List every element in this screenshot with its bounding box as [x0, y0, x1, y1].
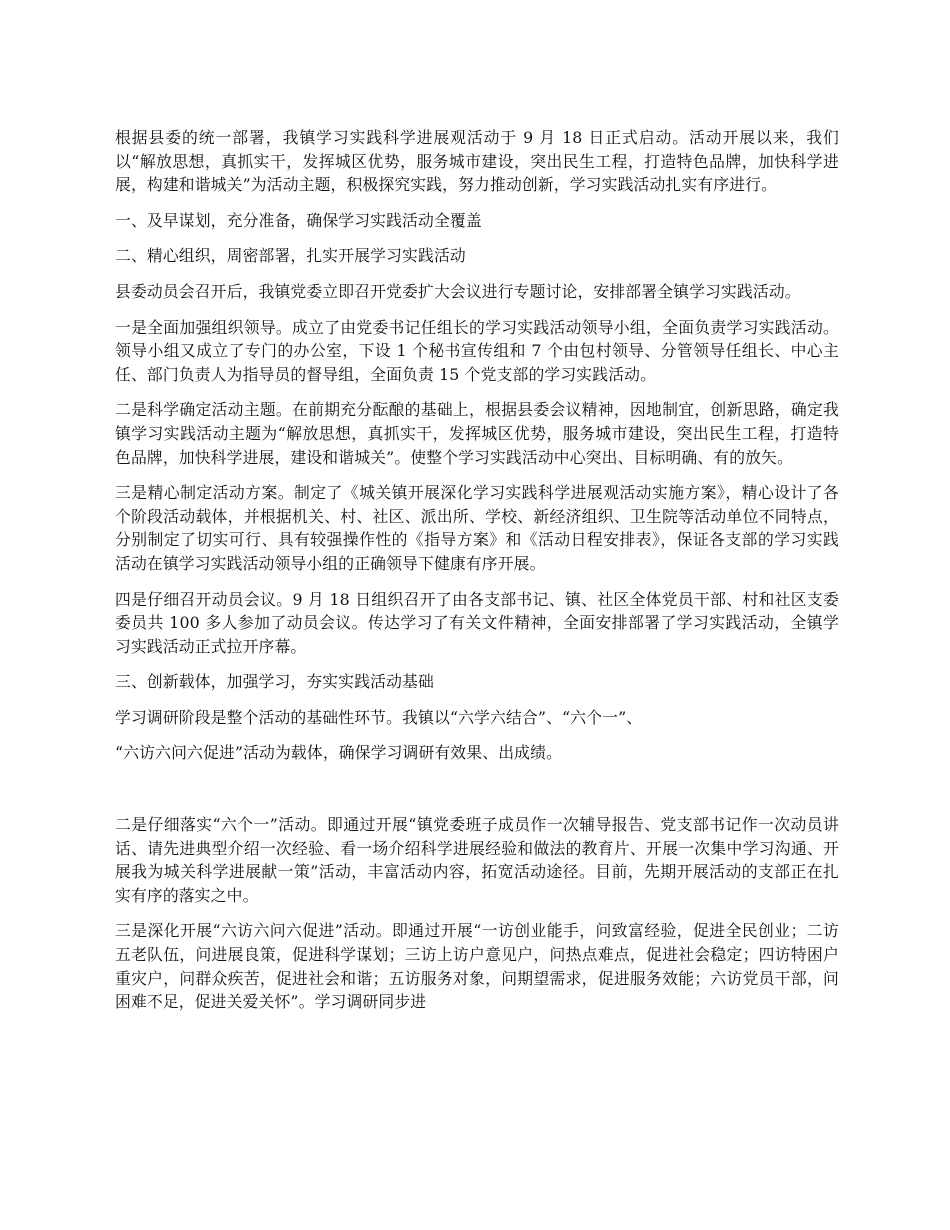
document-body — [115, 126, 839, 1026]
section-heading-3: 三、创新载体，加强学习，夯实实践活动基础 — [115, 672, 434, 692]
paragraph-plan: 三是精心制定活动方案。制定了《城关镇开展深化学习实践科学进展观活动实施方案》，精心设计了各个阶段活动载体，并根据机关、村、社区、派出所、学校、新经济组织、卫生院等活动单位不同特点，分别制定了切实可行、具有较强操作性的《指导方案》和《活动日程安排表》，保证各支部的学习实践活动在镇学习实践活动领导小组的正确领导下健康有序开展。 — [115, 483, 839, 573]
paragraph-theme: 二是科学确定活动主题。在前期充分酝酿的基础上，根据县委会议精神，因地制宜，创新思路，确定我镇学习实践活动主题为“解放思想，真抓实干，发挥城区优势，服务城市建设，突出民生工程，打造特色品牌，加快科学进展，建设和谐城关”。使整个学习实践活动中心突出、目标明确、有的放矢。 — [115, 400, 839, 467]
intro-paragraph: 根据县委的统一部署，我镇学习实践科学进展观活动于 9 月 18 日正式启动。活动开展以来，我们以“解放思想，真抓实干，发挥城区优势，服务城市建设，突出民生工程，打造特色品牌，加快科学进展，构建和谐城关”为活动主题，积极探究实践，努力推动创新，学习实践活动扎实有序进行。 — [115, 128, 839, 195]
section-heading-1: 一、及早谋划，充分准备，确保学习实践活动全覆盖 — [115, 210, 482, 230]
paragraph-organization: 一是全面加强组织领导。成立了由党委书记任组长的学习实践活动领导小组，全面负责学习实践活动。领导小组又成立了专门的办公室，下设 1 个秘书宣传组和 7 个由包村领导、分管领导任组长、中心主任、部门负责人为指导员的督导组，全面负责 15 个党支部的学习实践活动。 — [115, 317, 839, 384]
paragraph-study-stage: 学习调研阶段是整个活动的基础性环节。我镇以“六学六结合”、“六个一”、 — [115, 707, 643, 727]
section-heading-2: 二、精心组织，周密部署，扎实开展学习实践活动 — [115, 246, 466, 266]
paragraph-six-visits: 三是深化开展“六访六问六促进”活动。即通过开展“一访创业能手，问致富经验，促进全民创业；二访五老队伍，问进展良策，促进科学谋划；三访上访户意见户，问热点难点，促进社会稳定；四访特困户重灾户，问群众疾苦，促进社会和谐；五访服务对象，问期望需求，促进服务效能；六访党员干部，问困难不足，促进关爱关怀”。学习调研同步进 — [115, 921, 839, 1012]
page-gap — [115, 777, 839, 813]
paragraph-six-ones: 二是仔细落实“六个一”活动。即通过开展“镇党委班子成员作一次辅导报告、党支部书记作一次动员讲话、请先进典型介绍一次经验、看一场介绍科学进展经验和做法的教育片、开展一次集中学习沟通、开展我为城关科学进展献一策”活动，丰富活动内容，拓宽活动途径。目前，先期开展活动的支部正在扎实有序的落实之中。 — [115, 815, 839, 905]
paragraph-county-meeting: 县委动员会召开后，我镇党委立即召开党委扩大会议进行专题讨论，安排部署全镇学习实践活动。 — [115, 281, 801, 301]
paragraph-study-carrier: “六访六问六促进”活动为载体，确保学习调研有效果、出成绩。 — [115, 743, 563, 763]
paragraph-mobilization: 四是仔细召开动员会议。9 月 18 日组织召开了由各支部书记、镇、社区全体党员干部、村和社区支委委员共 100 多人参加了动员会议。传达学习了有关文件精神，全面安排部署了学习实践活动，全镇学习实践活动正式拉开序幕。 — [115, 589, 839, 656]
